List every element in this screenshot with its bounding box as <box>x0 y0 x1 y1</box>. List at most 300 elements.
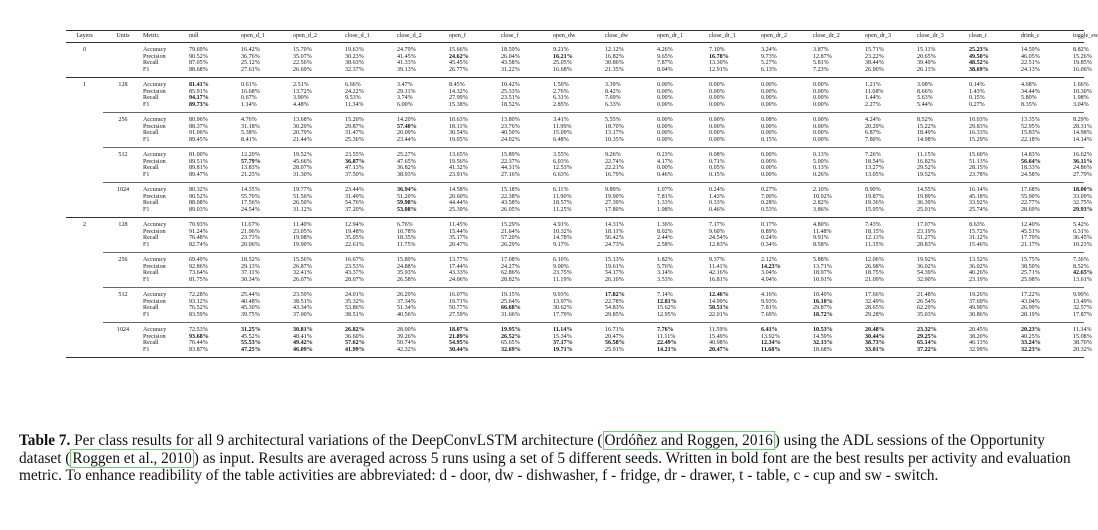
value-cell: 13.27% <box>865 165 884 171</box>
value-cell: 7.69% <box>605 95 621 101</box>
value-cell: 39.49% <box>917 60 936 66</box>
value-cell: 0.14% <box>969 78 1021 89</box>
value-cell: 16.82% <box>605 53 624 60</box>
value-cell: 30.29% <box>293 123 312 130</box>
value-cell: 20.65% <box>917 53 936 60</box>
units-cell: 128 <box>103 218 143 229</box>
metric-cell: F1 <box>143 206 150 213</box>
table-row <box>66 312 1084 323</box>
value-cell: 22.74% <box>605 158 624 165</box>
value-cell: 12.34% <box>761 340 781 346</box>
value-cell: 21.48% <box>917 288 969 299</box>
value-cell: 4.04% <box>761 276 777 283</box>
table-row <box>66 113 1084 124</box>
value-cell: 12.95% <box>657 311 676 318</box>
value-cell: 10.35% <box>605 136 624 143</box>
value-cell: 22.61% <box>345 241 364 248</box>
value-cell: 21.89% <box>449 333 469 340</box>
value-cell: 2.27% <box>865 101 881 108</box>
value-cell: 11.99% <box>553 123 572 130</box>
value-cell: 3.04% <box>761 270 777 276</box>
value-cell: 6.00% <box>397 101 413 108</box>
value-cell: 0.08% <box>709 148 761 159</box>
value-cell: 11.25% <box>553 206 572 213</box>
value-cell: 28.15% <box>969 165 988 171</box>
value-cell: 0.00% <box>813 101 829 108</box>
value-cell: 15.26% <box>1073 53 1092 60</box>
value-cell: 37.50% <box>345 171 364 178</box>
value-cell: 26.05% <box>501 206 520 213</box>
value-cell: 47.13% <box>345 165 364 171</box>
value-cell: 49.50% <box>969 53 989 60</box>
value-cell: 35.93% <box>397 270 416 276</box>
value-cell: 0.15% <box>969 95 985 101</box>
metric-cell: Recall <box>143 270 159 276</box>
citation-link[interactable]: Roggen et al., 2010 <box>72 449 192 467</box>
value-cell: 13.77% <box>449 253 501 264</box>
value-cell: 32.69% <box>501 347 553 358</box>
value-cell: 90.52% <box>189 193 208 200</box>
value-cell: 22.56% <box>293 60 312 66</box>
value-cell: 18.68% <box>813 347 865 358</box>
value-cell: 16.10% <box>813 298 833 305</box>
value-cell: 11.68% <box>865 88 884 95</box>
table-row <box>66 172 1084 183</box>
caption-text: ) using the ADL sessions of the Opportunity dataset ( <box>19 432 1045 467</box>
value-cell: 0.89% <box>761 228 777 235</box>
value-cell: 50.77% <box>449 305 468 311</box>
value-cell: 92.86% <box>189 263 208 270</box>
value-cell: 10.30% <box>1073 88 1092 95</box>
value-cell: 32.41% <box>293 270 312 276</box>
value-cell: 31.12% <box>293 206 312 213</box>
value-cell: 72.53% <box>189 323 241 334</box>
value-cell: 9.90% <box>1073 288 1084 299</box>
table-row <box>66 253 1084 264</box>
value-cell: 9.91% <box>813 235 829 241</box>
value-cell: 80.96% <box>189 113 241 124</box>
value-cell: 12.13% <box>865 235 884 241</box>
value-cell: 89.47% <box>189 171 208 178</box>
value-cell: 0.00% <box>761 88 777 95</box>
value-cell: 56.58% <box>605 340 625 346</box>
value-cell: 29.93% <box>1073 206 1093 213</box>
metric-cell: F1 <box>143 276 150 283</box>
value-cell: 7.10% <box>709 43 761 54</box>
value-cell: 88.37% <box>189 123 208 130</box>
value-cell: 31.25% <box>241 323 293 334</box>
value-cell: 4.48% <box>293 101 309 108</box>
value-cell: 6.41% <box>761 323 813 334</box>
table-row-group <box>66 323 1092 358</box>
value-cell: 55.90% <box>1021 193 1040 200</box>
table-row <box>66 218 1084 229</box>
value-cell: 57.40% <box>397 123 417 130</box>
column-header: close_dr_3 <box>917 31 969 43</box>
units-cell: 512 <box>103 148 143 159</box>
table-row <box>66 288 1084 299</box>
value-cell: 15.13% <box>605 253 657 264</box>
value-cell: 0.00% <box>813 113 865 124</box>
value-cell: 18.70% <box>605 123 624 130</box>
value-cell: 73.64% <box>189 270 208 276</box>
value-cell: 3.14% <box>657 270 673 276</box>
value-cell: 0.00% <box>709 78 761 89</box>
value-cell: 0.53% <box>761 206 777 213</box>
value-cell: 4.16% <box>761 288 813 299</box>
value-cell: 12.94% <box>345 218 397 229</box>
value-cell: 49.90% <box>969 305 988 311</box>
metric-cell: F1 <box>143 136 150 143</box>
value-cell: 15.09% <box>553 130 572 136</box>
value-cell: 23.44% <box>345 183 397 194</box>
value-cell: 15.49% <box>709 333 728 340</box>
value-cell: 19.61% <box>605 263 624 270</box>
value-cell: 0.00% <box>761 78 813 89</box>
value-cell: 62.29% <box>917 305 936 311</box>
value-cell: 29.85% <box>605 311 624 318</box>
value-cell: 14.20% <box>397 113 449 124</box>
metric-cell: Accuracy <box>143 148 189 159</box>
value-cell: 19.63% <box>345 43 397 54</box>
value-cell: 37.22% <box>917 347 969 358</box>
value-cell: 26.29% <box>501 241 520 248</box>
metric-cell: Precision <box>143 53 166 60</box>
results-table-container <box>66 30 1098 358</box>
value-cell: 29.25% <box>917 333 937 340</box>
value-cell: 9.60% <box>709 228 725 235</box>
value-cell: 3.39% <box>605 78 657 89</box>
value-cell: 36.76% <box>241 53 260 60</box>
metric-cell: Recall <box>143 235 159 241</box>
value-cell: 7.81% <box>761 305 777 311</box>
value-cell: 14.55% <box>917 183 969 194</box>
caption-label: Table 7. <box>19 432 71 449</box>
value-cell: 15.46% <box>969 241 988 248</box>
value-cell: 54.83% <box>605 305 624 311</box>
value-cell: 26.82% <box>345 323 397 334</box>
value-cell: 5.63% <box>917 95 933 101</box>
value-cell: 43.58% <box>501 200 520 206</box>
value-cell: 13.30% <box>709 60 728 66</box>
results-table <box>66 30 1098 358</box>
value-cell: 0.00% <box>657 113 709 124</box>
value-cell: 8.63% <box>969 218 1021 229</box>
value-cell: 24.54% <box>241 206 260 213</box>
value-cell: 5.80% <box>1021 95 1037 101</box>
column-header: open_dr_3 <box>865 31 917 43</box>
table-row <box>66 323 1084 334</box>
value-cell: 91.06% <box>189 130 208 136</box>
value-cell: 26.52% <box>501 333 521 340</box>
table-row <box>66 67 1084 78</box>
value-cell: 45.30% <box>241 305 260 311</box>
value-cell: 18.15% <box>865 228 884 235</box>
value-cell: 30.44% <box>449 347 501 358</box>
table-caption <box>19 432 1081 485</box>
value-cell: 7.76% <box>657 323 709 334</box>
value-cell: 19.98% <box>293 235 312 241</box>
value-cell: 11.68% <box>761 347 813 358</box>
value-cell: 32.23% <box>1021 347 1073 358</box>
value-cell: 31.66% <box>501 311 520 318</box>
value-cell: 65.14% <box>917 340 937 346</box>
value-cell: 3.41% <box>553 113 605 124</box>
value-cell: 11.34% <box>345 101 364 108</box>
value-cell: 0.00% <box>657 130 673 136</box>
value-cell: 15.38% <box>449 101 468 108</box>
value-cell: 6.48% <box>553 136 569 143</box>
value-cell: 5.27% <box>761 60 777 66</box>
value-cell: 17.87% <box>1073 311 1092 318</box>
value-cell: 7.80% <box>865 136 881 143</box>
value-cell: 19.05% <box>449 136 468 143</box>
value-cell: 8.41% <box>241 136 257 143</box>
value-cell: 23.76% <box>501 123 520 130</box>
value-cell: 5.88% <box>813 253 865 264</box>
value-cell: 52.95% <box>1021 123 1040 130</box>
value-cell: 1.14% <box>241 101 257 108</box>
value-cell: 46.09% <box>293 347 345 358</box>
value-cell: 32.57% <box>1073 305 1092 311</box>
value-cell: 0.05% <box>709 165 725 171</box>
value-cell: 11.34% <box>1073 323 1084 334</box>
value-cell: 0.00% <box>761 165 777 171</box>
value-cell: 38.69% <box>969 66 989 73</box>
value-cell: 91.24% <box>189 228 208 235</box>
metric-cell: Recall <box>143 130 159 136</box>
value-cell: 0.00% <box>813 123 829 130</box>
value-cell: 12.12% <box>605 43 657 54</box>
metric-cell: Recall <box>143 305 159 311</box>
value-cell: 32.90% <box>917 276 936 283</box>
value-cell: 18.11% <box>605 228 624 235</box>
value-cell: 79.69% <box>189 43 241 54</box>
value-cell: 0.00% <box>813 88 829 95</box>
value-cell: 19.71% <box>449 298 468 305</box>
metric-cell: Precision <box>143 333 166 340</box>
value-cell: 37.11% <box>241 270 260 276</box>
value-cell: 23.51% <box>501 95 520 101</box>
table-row-group <box>66 43 1092 78</box>
value-cell: 88.68% <box>189 66 208 73</box>
value-cell: 54.39% <box>917 270 936 276</box>
value-cell: 37.69% <box>969 298 988 305</box>
value-cell: 3.08% <box>917 78 969 89</box>
value-cell: 54.76% <box>345 200 364 206</box>
value-cell: 15.11% <box>917 43 969 54</box>
value-cell: 11.14% <box>553 323 605 334</box>
metric-cell: Accuracy <box>143 288 189 299</box>
value-cell: 0.61% <box>241 78 293 89</box>
value-cell: 47.65% <box>397 158 416 165</box>
value-cell: 54.17% <box>605 270 624 276</box>
value-cell: 17.80% <box>605 206 624 213</box>
value-cell: 29.87% <box>345 123 364 130</box>
value-cell: 0.00% <box>813 136 829 143</box>
column-header: Layers <box>66 31 103 43</box>
value-cell: 46.05% <box>1021 53 1040 60</box>
value-cell: 38.44% <box>865 60 884 66</box>
layers-cell <box>66 253 103 264</box>
value-cell: 15.71% <box>865 43 917 54</box>
value-cell: 33.09% <box>1073 193 1092 200</box>
value-cell: 10.03% <box>969 113 1021 124</box>
value-cell: 30.34% <box>241 276 260 283</box>
value-cell: 5.42% <box>1073 218 1084 229</box>
value-cell: 22.51% <box>1021 60 1040 66</box>
layers-cell <box>66 113 103 124</box>
units-cell: 128 <box>103 78 143 89</box>
units-cell <box>103 277 143 288</box>
value-cell: 11.15% <box>917 148 969 159</box>
value-cell: 9.00% <box>553 263 569 270</box>
value-cell: 0.00% <box>761 148 813 159</box>
value-cell: 9.89% <box>605 183 657 194</box>
units-cell: 1024 <box>103 183 143 194</box>
value-cell: 24.58% <box>1021 171 1040 178</box>
value-cell: 0.00% <box>709 136 725 143</box>
value-cell: 0.46% <box>657 171 673 178</box>
value-cell: 51.56% <box>293 193 312 200</box>
metric-cell: F1 <box>143 241 150 248</box>
value-cell: 35.07% <box>293 53 312 60</box>
value-cell: 9.53% <box>345 95 361 101</box>
value-cell: 0.00% <box>709 113 761 124</box>
value-cell: 16.79% <box>605 171 624 178</box>
value-cell: 17.79% <box>553 311 572 318</box>
value-cell: 42.32% <box>397 347 449 358</box>
citation-link[interactable]: Ordóñez and Roggen, 2016 <box>604 432 773 449</box>
value-cell: 28.65% <box>865 305 884 311</box>
value-cell: 15.18% <box>501 183 553 194</box>
value-cell: 38.51% <box>345 311 364 318</box>
metric-cell: Accuracy <box>143 43 189 54</box>
value-cell: 44.31% <box>501 165 520 171</box>
value-cell: 15.95% <box>865 206 884 213</box>
value-cell: 2.85% <box>553 101 569 108</box>
units-cell <box>103 67 143 78</box>
layers-cell <box>66 323 103 334</box>
value-cell: 17.44% <box>449 263 468 270</box>
value-cell: 36.87% <box>345 158 365 165</box>
value-cell: 1.66% <box>1073 78 1084 89</box>
value-cell: 18.35% <box>397 235 416 241</box>
value-cell: 13.97% <box>553 298 572 305</box>
value-cell: 5.55% <box>605 113 657 124</box>
value-cell: 15.20% <box>345 113 397 124</box>
metric-cell: Precision <box>143 263 166 270</box>
value-cell: 14.23% <box>761 263 781 270</box>
column-header: open_d_2 <box>293 31 345 43</box>
value-cell: 11.59% <box>709 323 761 334</box>
value-cell: 10.91% <box>813 276 832 283</box>
value-cell: 46.13% <box>969 340 988 346</box>
value-cell: 26.04% <box>501 53 520 60</box>
value-cell: 22.49% <box>657 340 677 346</box>
value-cell: 9.17% <box>553 241 569 248</box>
value-cell: 12.83% <box>709 241 728 248</box>
table-row-group <box>66 148 1093 183</box>
value-cell: 66.68% <box>501 305 521 311</box>
value-cell: 26.11% <box>917 66 936 73</box>
value-cell: 16.68% <box>241 88 260 95</box>
value-cell: 23.44% <box>397 136 416 143</box>
table-row <box>66 242 1084 253</box>
value-cell: 26.29% <box>397 288 449 299</box>
value-cell: 14.58% <box>449 183 501 194</box>
value-cell: 19.52% <box>917 171 936 178</box>
value-cell: 25.01% <box>917 206 936 213</box>
table-row <box>66 347 1084 358</box>
value-cell: 8.45% <box>449 78 501 89</box>
value-cell: 21.96% <box>241 228 260 235</box>
value-cell: 31.30% <box>293 171 312 178</box>
value-cell: 2.58% <box>657 241 673 248</box>
value-cell: 22.37% <box>501 158 520 165</box>
value-cell: 2.82% <box>813 200 829 206</box>
value-cell: 0.00% <box>813 130 829 136</box>
caption-text: Per class results for all 9 architectural variations of the DeepConvLSTM architecture ( <box>70 432 603 449</box>
value-cell: 25.44% <box>241 288 293 299</box>
value-cell: 18.75% <box>865 270 884 276</box>
value-cell: 7.43% <box>865 218 917 229</box>
value-cell: 4.80% <box>813 218 865 229</box>
value-cell: 24.02% <box>501 136 520 143</box>
value-cell: 31.47% <box>345 130 364 136</box>
value-cell: 11.48% <box>813 228 832 235</box>
metric-cell: Accuracy <box>143 113 189 124</box>
value-cell: 16.78% <box>709 53 729 60</box>
value-cell: 15.22% <box>917 123 936 130</box>
metric-cell: Precision <box>143 193 166 200</box>
value-cell: 18.00% <box>1073 183 1084 194</box>
value-cell: 11.11% <box>657 333 676 340</box>
value-cell: 83.59% <box>189 311 208 318</box>
value-cell: 36.82% <box>397 165 416 171</box>
value-cell: 43.37% <box>345 270 364 276</box>
value-cell: 1.43% <box>969 88 985 95</box>
layers-cell <box>66 172 103 183</box>
value-cell: 0.08% <box>761 113 813 124</box>
value-cell: 24.13% <box>1021 66 1040 73</box>
value-cell: 0.00% <box>709 95 725 101</box>
value-cell: 26.99% <box>1021 305 1040 311</box>
value-cell: 7.00% <box>761 193 777 200</box>
value-cell: 10.23% <box>1073 241 1092 248</box>
value-cell: 13.92% <box>761 333 780 340</box>
value-cell: 21.64% <box>501 228 520 235</box>
value-cell: 17.82% <box>605 288 657 299</box>
value-cell: 45.18% <box>969 193 988 200</box>
value-cell: 76.48% <box>189 235 208 241</box>
value-cell: 18.52% <box>241 253 293 264</box>
value-cell: 17.08% <box>501 253 553 264</box>
value-cell: 8.52% <box>1073 263 1089 270</box>
value-cell: 0.46% <box>709 206 725 213</box>
value-cell: 16.67% <box>345 253 397 264</box>
value-cell: 35.17% <box>449 235 468 241</box>
value-cell: 13.68% <box>293 113 345 124</box>
value-cell: 0.00% <box>657 95 673 101</box>
value-cell: 0.24% <box>761 235 777 241</box>
value-cell: 76.52% <box>189 305 208 311</box>
value-cell: 30.86% <box>605 60 624 66</box>
value-cell: 57.79% <box>241 158 261 165</box>
value-cell: 0.26% <box>813 171 829 178</box>
value-cell: 6.10% <box>553 253 605 264</box>
value-cell: 7.36% <box>1073 253 1084 264</box>
